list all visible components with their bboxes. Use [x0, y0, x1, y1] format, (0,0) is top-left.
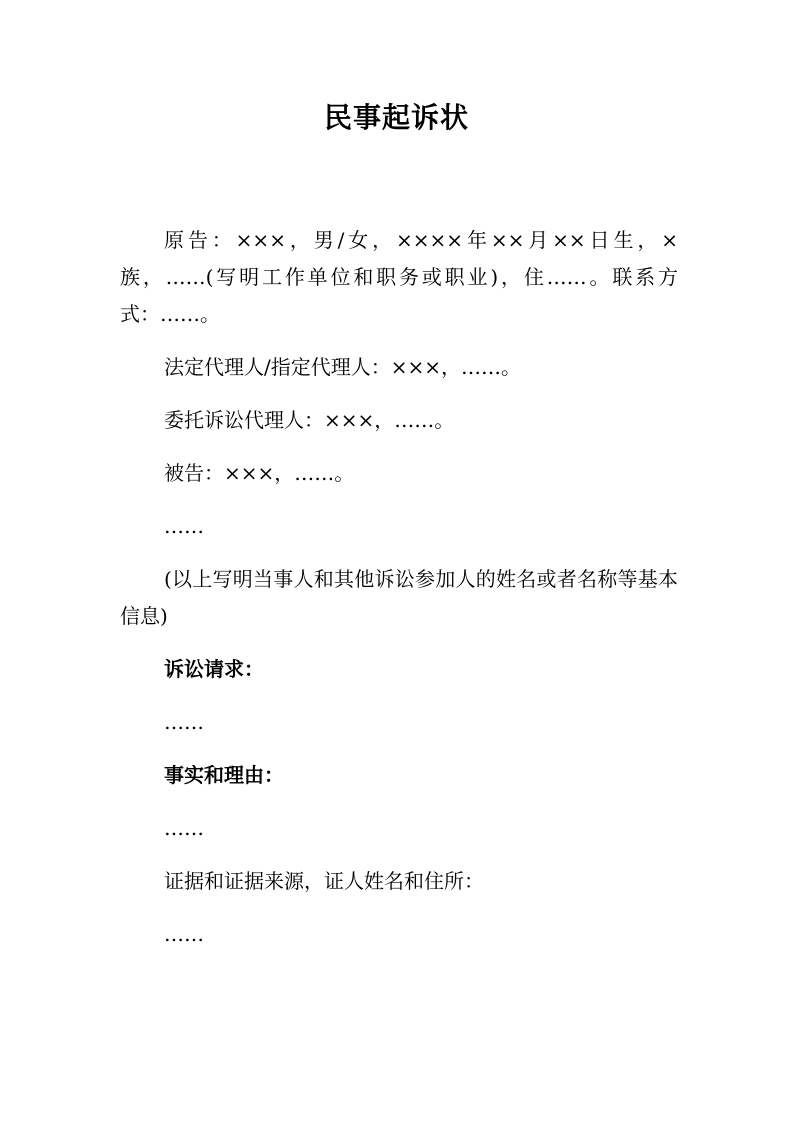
evidence-heading: 证据和证据来源，证人姓名和住所： [164, 869, 484, 893]
claims-content: …… [164, 710, 204, 734]
parties-note-paragraph: (以上写明当事人和其他诉讼参加人的姓名或者名称等基本信息) [120, 567, 678, 628]
entrusted-agent-paragraph: 委托诉讼代理人：×××，……。 [164, 408, 455, 432]
facts-reasons-content: …… [164, 816, 204, 840]
evidence-content: …… [164, 922, 204, 946]
document-body [120, 222, 678, 969]
document-title: 民事起诉状 [323, 101, 469, 134]
ellipsis-paragraph: …… [164, 514, 204, 538]
claims-heading: 诉讼请求： [164, 657, 264, 681]
legal-representative-paragraph: 法定代理人/指定代理人：×××，……。 [164, 355, 522, 379]
defendant-paragraph: 被告：×××，……。 [164, 461, 355, 485]
facts-reasons-heading: 事实和理由： [164, 763, 284, 787]
plaintiff-paragraph: 原告：×××，男/女，××××年××月××日生，×族，……(写明工作单位和职务或职业)，住……。联系方式：……。 [120, 228, 678, 326]
